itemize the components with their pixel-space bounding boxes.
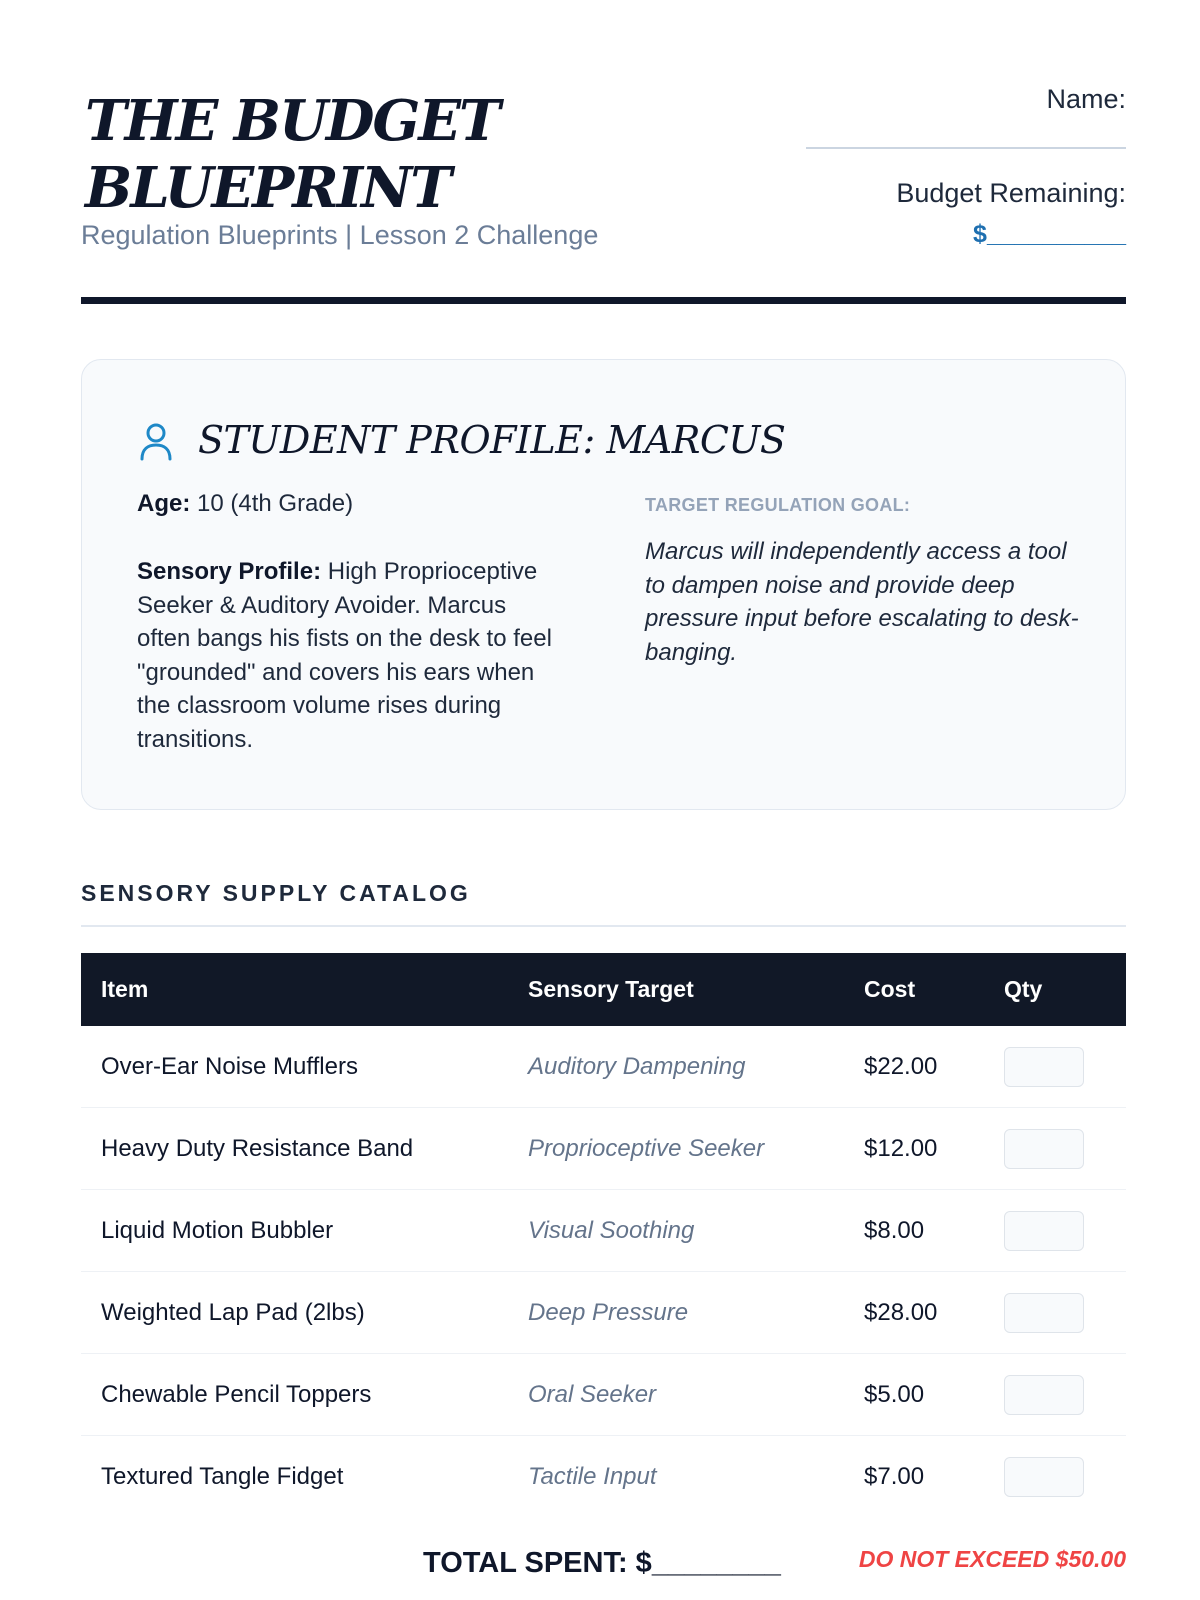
item-name: Over-Ear Noise Mufflers bbox=[101, 1053, 358, 1080]
qty-input[interactable] bbox=[1004, 1293, 1084, 1333]
goal-text: Marcus will independently access a tool to dampen noise and provide deep pressure input before escalating to desk-banging. bbox=[645, 538, 1079, 666]
budget-warning: DO NOT EXCEED $50.00 bbox=[858, 1546, 1126, 1572]
title-line-2: BLUEPRINT bbox=[85, 155, 450, 221]
sensory-target: Auditory Dampening bbox=[528, 1053, 746, 1080]
table-row bbox=[81, 1272, 1126, 1354]
item-name: Liquid Motion Bubbler bbox=[101, 1217, 334, 1244]
header-qty: Qty bbox=[1004, 976, 1043, 1002]
header-item: Item bbox=[101, 976, 149, 1002]
sensory-target: Tactile Input bbox=[528, 1463, 657, 1490]
header-divider bbox=[81, 297, 1126, 304]
table-row bbox=[81, 1026, 1126, 1108]
catalog-divider bbox=[81, 925, 1126, 927]
title-line-1: THE BUDGET bbox=[85, 88, 499, 154]
item-cost: $22.00 bbox=[864, 1053, 938, 1080]
page-title bbox=[85, 88, 645, 222]
sensory-target: Oral Seeker bbox=[528, 1381, 657, 1408]
supply-table bbox=[81, 953, 1126, 1518]
qty-input[interactable] bbox=[1004, 1375, 1084, 1415]
page-subtitle: Regulation Blueprints | Lesson 2 Challenge bbox=[81, 220, 599, 250]
sensory-target: Proprioceptive Seeker bbox=[528, 1135, 765, 1162]
total-spent-field[interactable]: TOTAL SPENT: $________ bbox=[423, 1547, 781, 1579]
user-icon bbox=[138, 422, 174, 462]
age-value: 10 (4th Grade) bbox=[190, 490, 354, 517]
qty-input[interactable] bbox=[1004, 1211, 1084, 1251]
profile-title: STUDENT PROFILE: MARCUS bbox=[198, 418, 786, 462]
header-cost: Cost bbox=[864, 976, 916, 1002]
sensory-profile-label: Sensory Profile: bbox=[137, 558, 322, 585]
item-cost: $28.00 bbox=[864, 1299, 938, 1326]
catalog-title: SENSORY SUPPLY CATALOG bbox=[81, 880, 471, 906]
sensory-profile-text: High Proprioceptive Seeker & Auditory Avoider. Marcus often bangs his fists on the desk to feel "grounded" and covers his ears when the classroom volume rises during transitions. bbox=[137, 558, 552, 753]
sensory-target: Deep Pressure bbox=[528, 1299, 689, 1326]
sensory-target: Visual Soothing bbox=[528, 1217, 695, 1244]
item-cost: $7.00 bbox=[864, 1463, 925, 1490]
qty-input[interactable] bbox=[1004, 1129, 1084, 1169]
budget-remaining-field[interactable]: $__________ bbox=[973, 220, 1126, 248]
table-row bbox=[81, 1190, 1126, 1272]
item-name: Heavy Duty Resistance Band bbox=[101, 1135, 414, 1162]
qty-input[interactable] bbox=[1004, 1457, 1084, 1497]
item-cost: $12.00 bbox=[864, 1135, 938, 1162]
goal-label: TARGET REGULATION GOAL: bbox=[645, 495, 911, 515]
age-line bbox=[137, 490, 353, 518]
item-name: Textured Tangle Fidget bbox=[101, 1463, 344, 1490]
student-profile-card bbox=[81, 359, 1126, 810]
name-label: Name: bbox=[1046, 84, 1126, 114]
header-target: Sensory Target bbox=[528, 976, 694, 1002]
worksheet-page bbox=[81, 0, 1126, 1600]
qty-input[interactable] bbox=[1004, 1047, 1084, 1087]
item-name: Chewable Pencil Toppers bbox=[101, 1381, 372, 1408]
name-field[interactable] bbox=[806, 147, 1126, 149]
age-label: Age: bbox=[137, 490, 191, 517]
table-row bbox=[81, 1108, 1126, 1190]
item-cost: $5.00 bbox=[864, 1381, 925, 1408]
table-header bbox=[81, 953, 1126, 1026]
table-row bbox=[81, 1354, 1126, 1436]
item-cost: $8.00 bbox=[864, 1217, 925, 1244]
budget-remaining-label: Budget Remaining: bbox=[896, 178, 1126, 208]
item-name: Weighted Lap Pad (2lbs) bbox=[101, 1299, 365, 1326]
header bbox=[81, 82, 1126, 304]
sensory-profile bbox=[137, 555, 562, 756]
table-row bbox=[81, 1436, 1126, 1518]
